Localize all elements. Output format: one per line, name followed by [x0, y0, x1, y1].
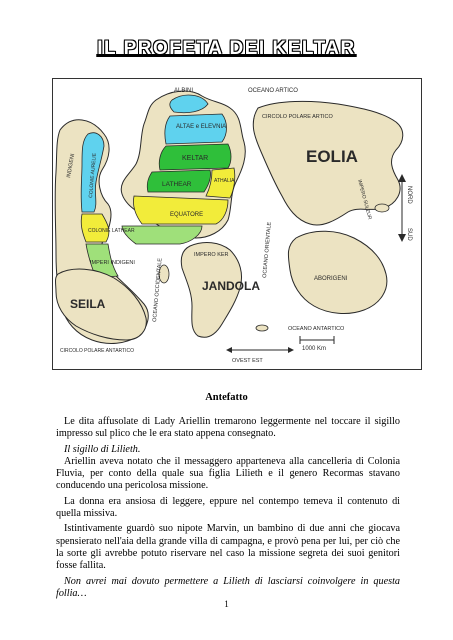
- map-label-oceano-antartico: OCEANO ANTARTICO: [288, 326, 345, 332]
- map-label-circolo-polare-artico: CIRCOLO POLARE ARTICO: [262, 114, 333, 120]
- map-label-sud: SUD: [406, 228, 412, 241]
- island-east: [375, 204, 389, 212]
- map-label-nord: NORD: [406, 186, 412, 204]
- map-label-seila: SEILA: [70, 297, 106, 311]
- map-label-indigeni: INDIGENI: [66, 153, 77, 179]
- map-label-colonie-lathear: COLONIE LATHEAR: [88, 228, 135, 234]
- fantasy-world-map: [52, 78, 422, 370]
- map-label-lathear: LATHEAR: [162, 181, 192, 188]
- map-label-eolia: EOLIA: [306, 147, 358, 166]
- map-label-circolo-polare-antartico: CIRCOLO POLARE ANTARTICO: [60, 348, 134, 354]
- map-label-keltar: KELTAR: [182, 155, 209, 162]
- map-label-impero-sulzur: IMPERO SULZUR: [356, 178, 373, 221]
- map-label-equatore: EQUATORE: [170, 212, 204, 218]
- map-label-aborigeni: ABORIGENI: [314, 276, 348, 282]
- map-label-scale: 1000 Km: [302, 346, 327, 352]
- island-south: [256, 325, 268, 331]
- paragraph-4: La donna era ansiosa di leggere, eppure nel contempo temeva il contenuto di quella missiva.: [56, 495, 400, 520]
- map-label-jandola: JANDOLA: [202, 279, 261, 293]
- map-label-oceano-occidentale: OCEANO OCCIDENTALE: [152, 257, 164, 323]
- paragraph-2: Il sigillo di Lilieth.: [64, 443, 141, 455]
- map-label-oceano-artico: OCEANO ARTICO: [248, 88, 298, 94]
- page-number: 1: [224, 599, 229, 609]
- map-label-athalia: ATHALIA: [214, 178, 235, 184]
- map-label-altae: ALTAE e ELEVNIA: [176, 124, 227, 130]
- map-label-albini: ALBINI: [174, 88, 194, 94]
- paragraph-3: Ariellin aveva notato che il messaggero apparteneva alla cancelleria di Colonia Fluvia, per conto della quale sua figlia Lilieth e il genero Recormas stavano conducendo una pericolosa missione.: [56, 455, 400, 492]
- map-label-ovest-est: OVEST EST: [232, 358, 263, 364]
- map-label-imperi-indigeni: IMPERI INDIGENI: [90, 260, 135, 266]
- paragraph-6: Non avrei mai dovuto permettere a Lilieth di lasciarsi coinvolgere in questa follia…: [56, 575, 400, 599]
- map-label-impero-ker: IMPERO KER: [194, 252, 229, 258]
- body-text: [56, 416, 400, 603]
- map-label-oceano-orientale: OCEANO ORIENTALE: [262, 221, 273, 279]
- section-heading: Antefatto: [205, 392, 248, 403]
- region-yellow-band: [133, 196, 228, 224]
- paragraph-1: Le dita affusolate di Lady Ariellin tremarono leggermente nel toccare il sigillo impresso sul plico che le era stato appena consegnato.: [56, 416, 400, 440]
- map-label-colonie-aurelie: COLONIE AURELIE: [88, 152, 98, 199]
- document-title: IL PROFETA DEI KELTAR: [97, 38, 356, 59]
- paragraph-5: Istintivamente guardò suo nipote Marvin, un bambino di due anni che giocava spensierato nell'aia della grande villa di campagna, e provò pena per lui, per ciò che la sorte gli avrebbe potuto riservare nel caso la missione segreta dei suoi genitori fosse fallita.: [56, 523, 400, 572]
